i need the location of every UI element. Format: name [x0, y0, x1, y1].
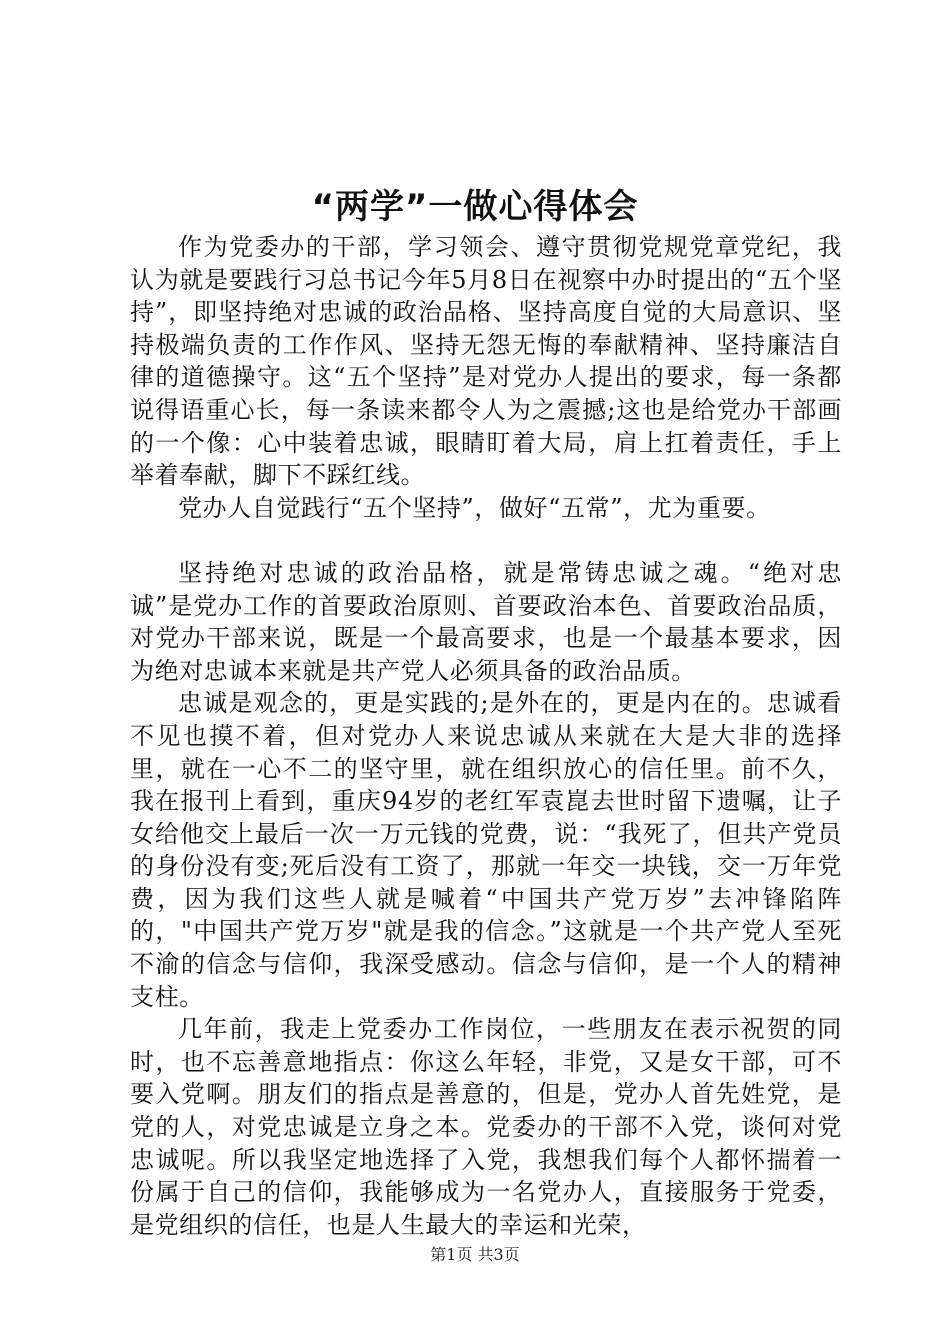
- paragraph-1: 作为党委办的干部，学习领会、遵守贯彻党规党章党纪，我认为就是要践行习总书记今年5月8日在视察中办时提出的“五个坚持”，即坚持绝对忠诚的政治品格、坚持高度自觉的大局意识、坚持极端负责的工作作风、坚持无怨无悔的奉献精神、坚持廉洁自律的道德操守。这“五个坚持”是对党办人提出的要求，每一条都说得语重心长，每一条读来都令人为之震撼;这也是给党办干部画的一个像：心中装着忠诚，眼睛盯着大局，肩上扛着责任，手上举着奉献，脚下不踩红线。: [130, 233, 842, 490]
- document-body: [130, 231, 842, 1241]
- document-title: “两学”一做心得体会: [311, 187, 639, 227]
- page-number-footer: 第1页 共3页: [430, 1245, 520, 1264]
- paragraph-2: 党办人自觉践行“五个坚持”，做好“五常”，尤为重要。: [178, 493, 771, 522]
- paragraph-5: 几年前，我走上党委办工作岗位，一些朋友在表示祝贺的同时，也不忘善意地指点：你这么年轻，非党，又是女干部，可不要入党啊。朋友们的指点是善意的，但是，党办人首先姓党，是党的人，对党忠诚是立身之本。党委办的干部不入党，谈何对党忠诚呢。所以我坚定地选择了入党，我想我们每个人都怀揣着一份属于自己的信仰，我能够成为一名党办人，直接服务于党委，是党组织的信任，也是人生最大的幸运和光荣，: [130, 1015, 842, 1239]
- paragraph-4: 忠诚是观念的，更是实践的;是外在的，更是内在的。忠诚看不见也摸不着，但对党办人来说忠诚从来就在大是大非的选择里，就在一心不二的坚守里，就在组织放心的信任里。前不久，我在报刊上看到，重庆94岁的老红军袁崑去世时留下遗嘱，让子女给他交上最后一次一万元钱的党费，说：“我死了，但共产党员的身份没有变;死后没有工资了，那就一年交一块钱，交一万年党费，因为我们这些人就是喊着“中国共产党万岁”去冲锋陷阵的，"中国共产党万岁"就是我的信念。”这就是一个共产党人至死不渝的信念与信仰，我深受感动。信念与信仰，是一个人的精神支柱。: [130, 689, 842, 1011]
- paragraph-3: 坚持绝对忠诚的政治品格，就是常铸忠诚之魂。“绝对忠诚”是党办工作的首要政治原则、首要政治本色、首要政治品质，对党办干部来说，既是一个最高要求，也是一个最基本要求，因为绝对忠诚本来就是共产党人必须具备的政治品质。: [130, 558, 842, 685]
